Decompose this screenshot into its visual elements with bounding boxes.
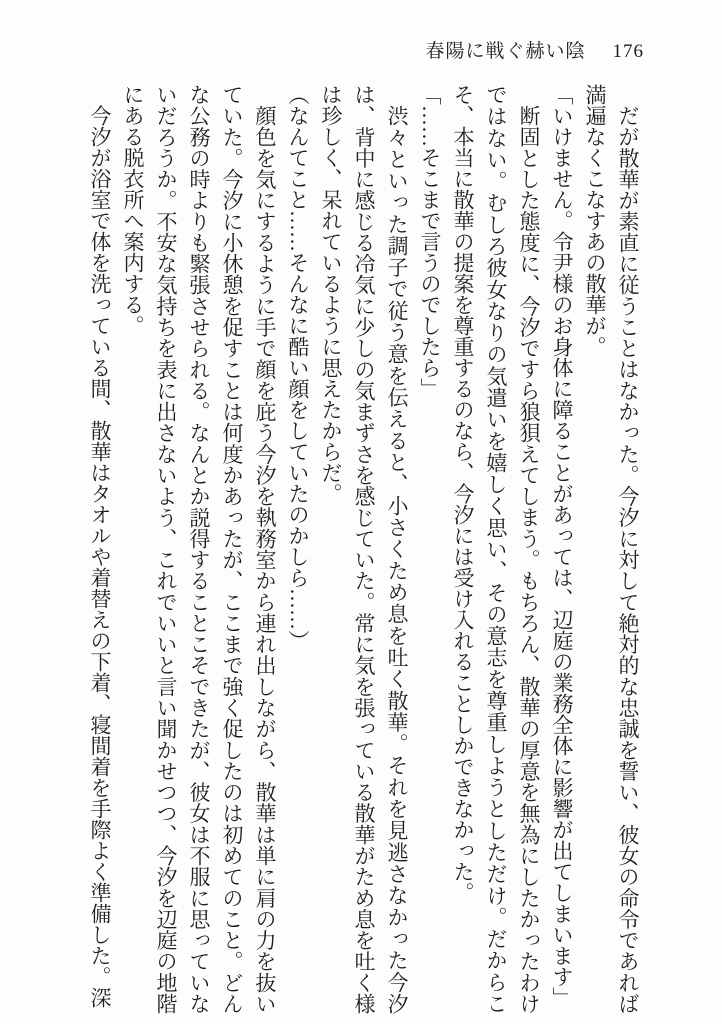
paragraph: 「いけません。令尹様のお身体に障ることがあっては、辺庭の業務全体に影響が出てしまいます」 xyxy=(550,84,574,1008)
paragraph: 「……そこまで言うのでしたら」 xyxy=(418,84,442,399)
paragraph: だが散華が素直に従うことはなかった。今汐に対して絶対的な忠誠を誓い、彼女の命令であれば満遍なくこなすあの散華が。 xyxy=(583,84,640,1014)
paragraph: 渋々といった調子で従う意を伝えると、小さくため息を吐く散華。それを見逃さなかった今汐は、背中に感じる冷気に少しの気まずさを感じていた。常に気を張っている散華がため息を吐く様は珍しく、呆れているように思えたからだ。 xyxy=(319,84,409,1014)
running-head-title: 春陽に戦ぐ赫い陰 xyxy=(425,41,586,62)
page-number: 176 xyxy=(612,41,644,62)
running-head xyxy=(425,36,644,63)
paragraph: （なんてこと……そんなに酷い顔をしていたのかしら……） xyxy=(286,84,310,651)
paragraph: 断固とした態度に、今汐ですら狼狽えてしまう。もちろん、散華の厚意を無為にしたかったわけではない。むしろ彼女なりの気遣いを嬉しく思い、その意志を尊重しようとしただけ。だからこそ、本当に散華の提案を尊重するのなら、今汐には受け入れることしかできなかった。 xyxy=(451,84,541,1015)
paragraph: 顔色を気にするように手で顔を庇う今汐を執務室から連れ出しながら、散華は単に肩の力を抜いていた。今汐に小休憩を促すことは何度かあったが、ここまで強く促したのは初めてのこと。どんな公務の時よりも緊張させられる。なんとか説得することこそできたが、彼女は不服に思っていないだろうか。不安な気持ちを表に出さないよう、これでいいと言い聞かせつつ、今汐を辺庭の地階にある脱衣所へ案内する。 xyxy=(121,84,277,1014)
body-text xyxy=(82,84,644,1014)
paragraph: 今汐が浴室で体を洗っている間、散華はタオルや着替えの下着、寝間着を手際よく準備した。深 xyxy=(88,105,112,1008)
